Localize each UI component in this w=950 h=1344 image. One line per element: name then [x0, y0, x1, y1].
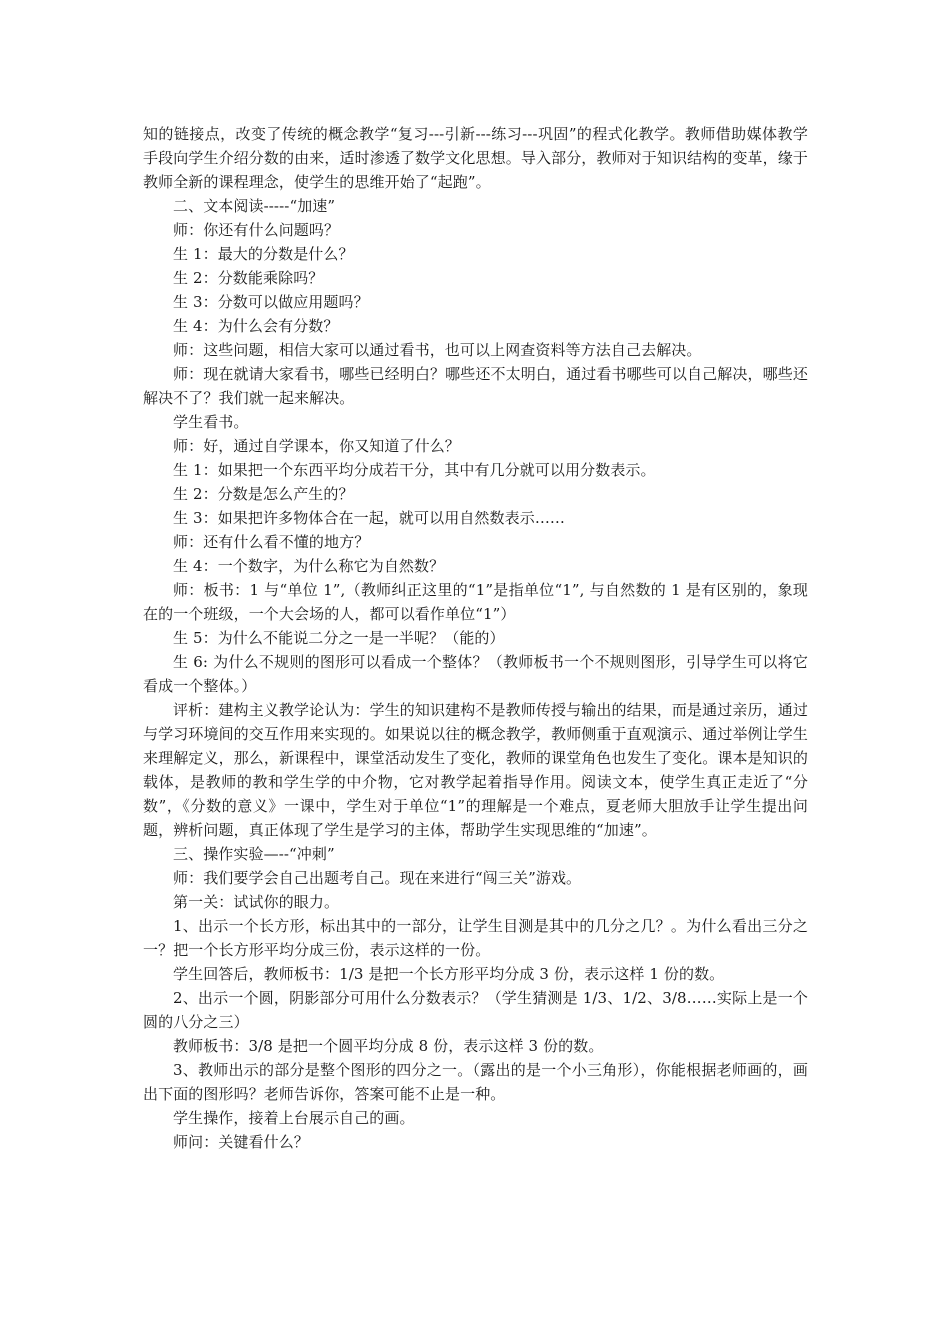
paragraph: 师：好，通过自学课本，你又知道了什么？ — [173, 437, 460, 455]
paragraph: 师：这些问题，相信大家可以通过看书，也可以上网查资料等方法自己去解决。 — [173, 341, 702, 359]
paragraph: 知的链接点，改变了传统的概念教学“复习---引新---练习---巩固”的程式化教学。教师借助媒体教学手段向学生介绍分数的由来，适时渗透了数学文化思想。导入部分，教师对于知识结构的变革，缘于教师全新的课程理念，使学生的思维开始了“起跑”。 — [143, 125, 808, 191]
paragraph: 生 2：分数是怎么产生的？ — [173, 485, 354, 503]
section-heading: 三、操作实验—--“冲刺” — [173, 845, 335, 863]
paragraph: 师：板书：1 与“单位 1”,（教师纠正这里的“1”是指单位“1”, 与自然数的 1 是有区别的，象现在的一个班级，一个大会场的人，都可以看作单位“1”） — [143, 581, 808, 623]
paragraph: 1、出示一个长方形，标出其中的一部分，让学生目测是其中的几分之几？。为什么看出三分之一？把一个长方形平均分成三份，表示这样的一份。 — [143, 917, 808, 959]
paragraph: 生 1：最大的分数是什么？ — [173, 245, 354, 263]
paragraph: 师：我们要学会自己出题考自己。现在来进行“闯三关”游戏。 — [173, 869, 582, 887]
paragraph: 生 1：如果把一个东西平均分成若干分，其中有几分就可以用分数表示。 — [173, 461, 656, 479]
paragraph: 生 4：为什么会有分数？ — [173, 317, 339, 335]
paragraph: 生 6: 为什么不规则的图形可以看成一个整体？（教师板书一个不规则图形，引导学生可以将它看成一个整体。） — [143, 653, 808, 695]
paragraph: 师：现在就请大家看书，哪些已经明白？哪些还不太明白，通过看书哪些可以自己解决，哪些还解决不了？我们就一起来解决。 — [143, 365, 808, 407]
paragraph: 生 2：分数能乘除吗？ — [173, 269, 324, 287]
paragraph: 师问：关键看什么？ — [173, 1133, 309, 1151]
paragraph: 2、出示一个圆，阴影部分可用什么分数表示？（学生猜测是 1/3、1/2、3/8……实际上是一个圆的八分之三） — [143, 989, 808, 1031]
paragraph: 生 5：为什么不能说二分之一是一半呢？（能的） — [173, 629, 505, 647]
paragraph: 3、教师出示的部分是整个图形的四分之一。（露出的是一个小三角形），你能根据老师画的，画出下面的图形吗？老师告诉你，答案可能不止是一种。 — [143, 1061, 808, 1103]
paragraph: 师：还有什么看不懂的地方？ — [173, 533, 370, 551]
paragraph: 生 3：分数可以做应用题吗？ — [173, 293, 369, 311]
document-page — [143, 122, 808, 1154]
paragraph: 学生操作，接着上台展示自己的画。 — [173, 1109, 415, 1127]
paragraph: 生 3：如果把许多物体合在一起，就可以用自然数表示…… — [173, 509, 566, 527]
paragraph: 学生看书。 — [173, 413, 249, 431]
commentary-paragraph: 评析：建构主义教学论认为：学生的知识建构不是教师传授与输出的结果，而是通过亲历，通过与学习环境间的交互作用来实现的。如果说以往的概念教学，教师侧重于直观演示、通过举例让学生来理解定义，那么，新课程中，课堂活动发生了变化，教师的课堂角色也发生了变化。课本是知识的载体，是教师的教和学生学的中介物，它对教学起着指导作用。阅读文本，使学生真正走近了“分数”，《分数的意义》一课中，学生对于单位“1”的理解是一个难点，夏老师大胆放手让学生提出问题，辨析问题，真正体现了学生是学习的主体，帮助学生实现思维的“加速”。 — [143, 701, 808, 839]
paragraph: 第一关：试试你的眼力。 — [173, 893, 340, 911]
paragraph: 教师板书：3/8 是把一个圆平均分成 8 份，表示这样 3 份的数。 — [173, 1037, 604, 1055]
paragraph: 师：你还有什么问题吗？ — [173, 221, 340, 239]
section-heading: 二、文本阅读-----“加速” — [173, 197, 336, 215]
paragraph: 学生回答后，教师板书：1/3 是把一个长方形平均分成 3 份，表示这样 1 份的数。 — [173, 965, 725, 983]
paragraph: 生 4：一个数字，为什么称它为自然数？ — [173, 557, 445, 575]
